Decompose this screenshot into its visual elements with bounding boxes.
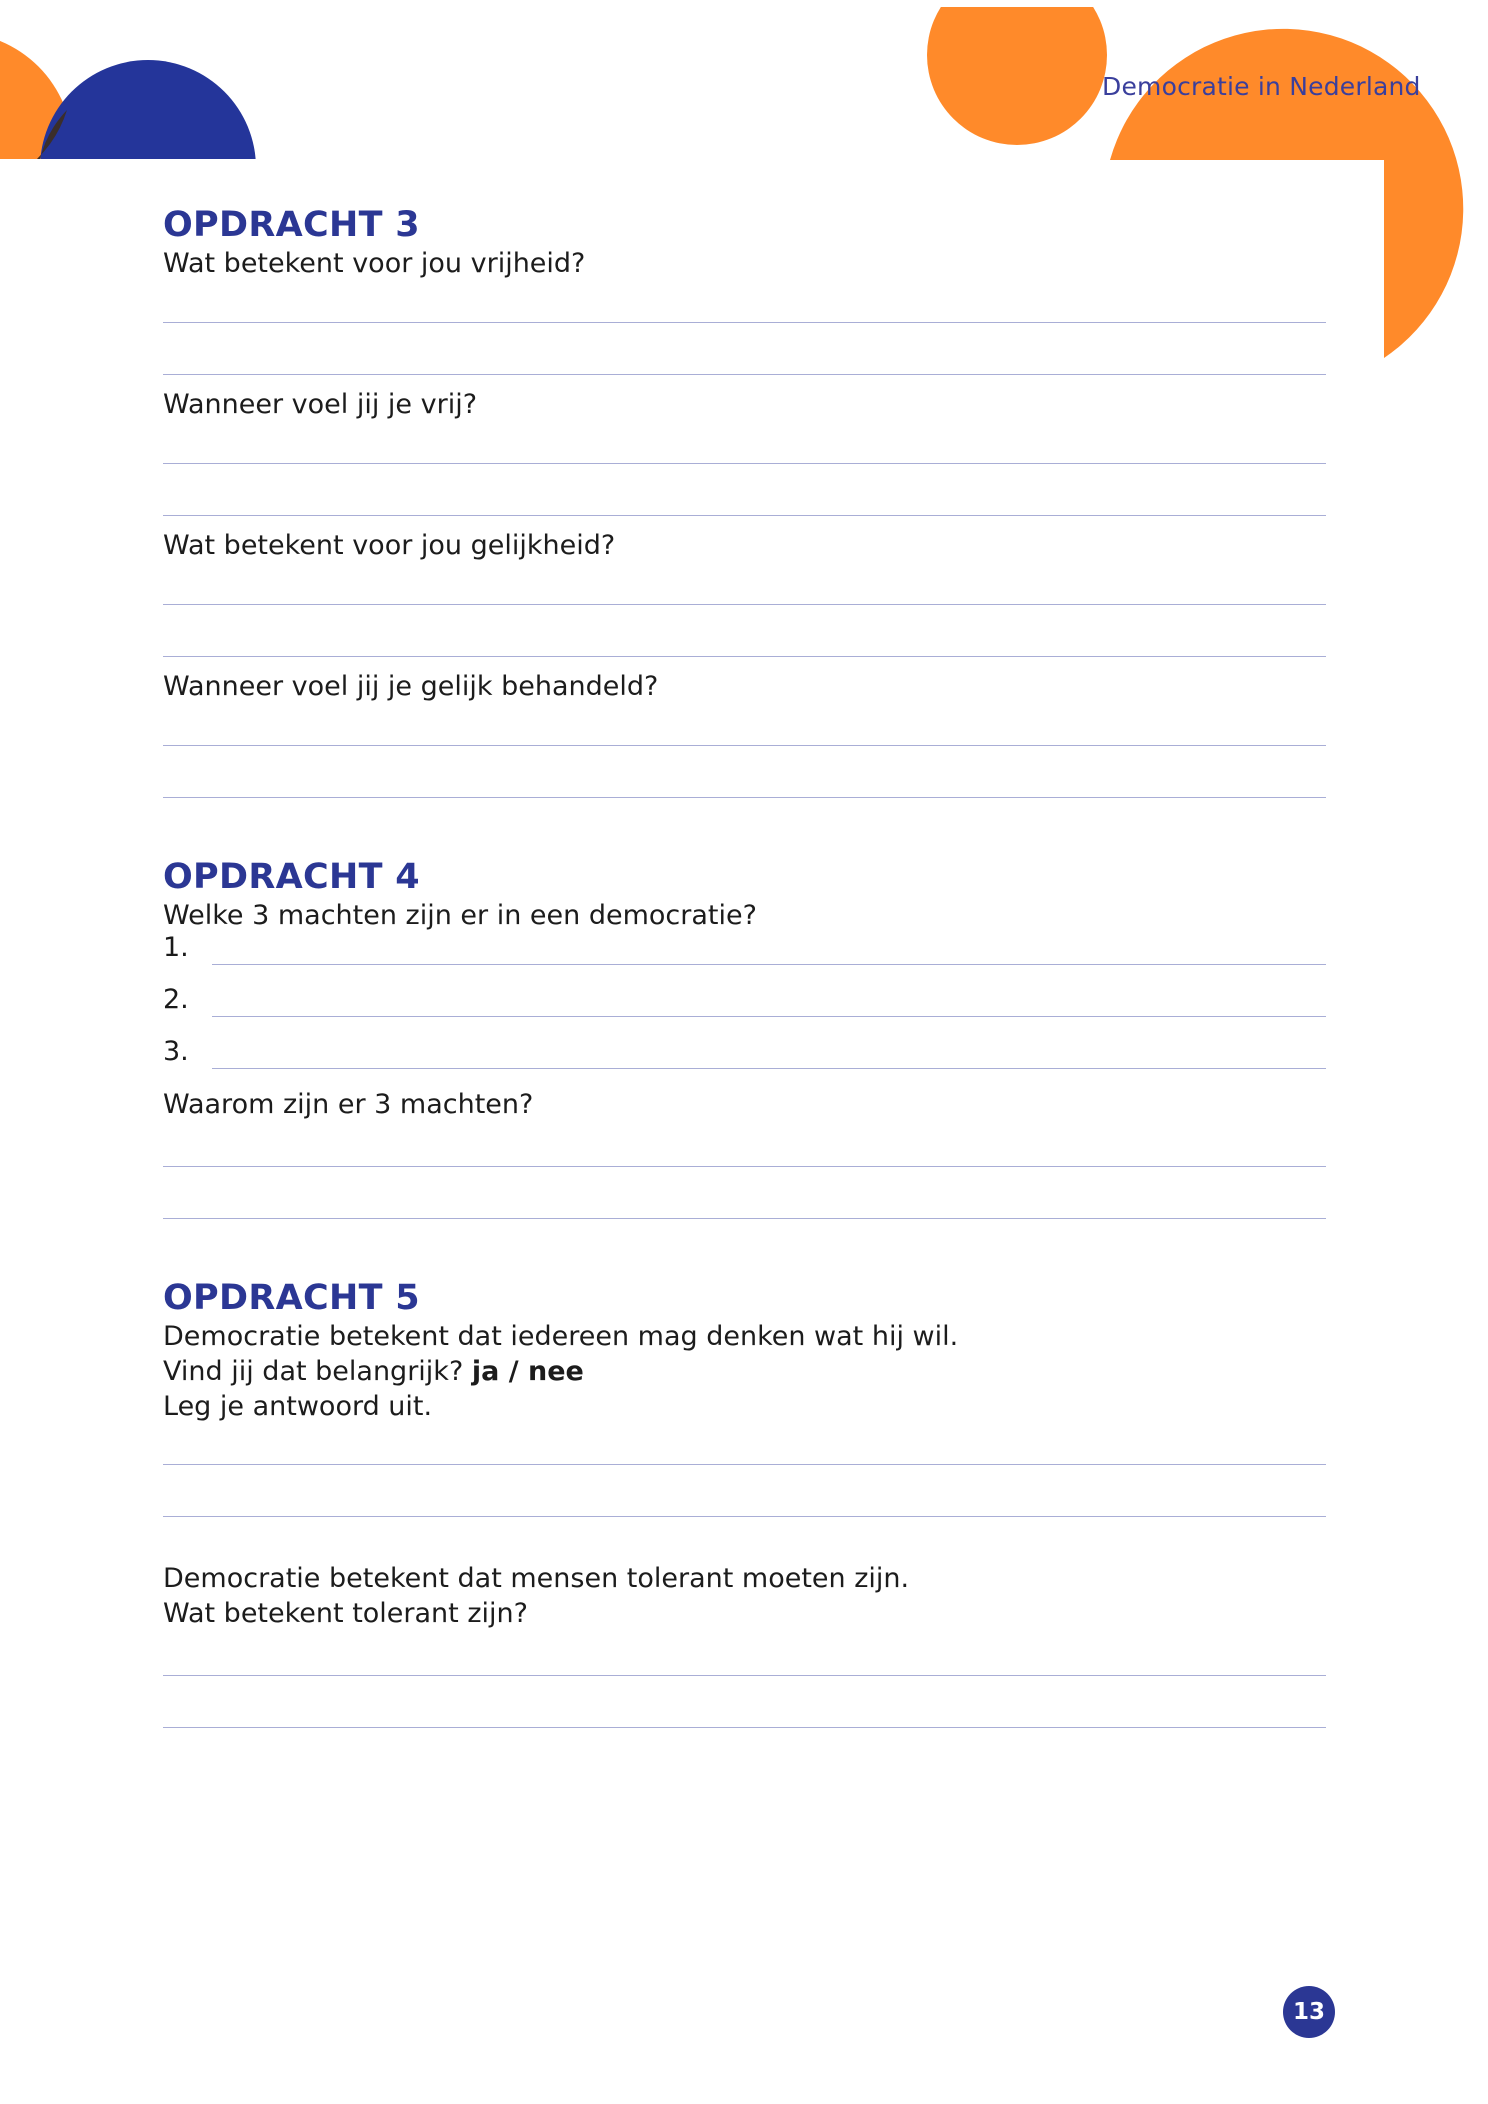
numbered-answer-3[interactable] <box>163 1023 1326 1075</box>
question-gelijkheid: Wat betekent voor jou gelijkheid? <box>163 530 616 561</box>
instruction-uitleg: Leg je antwoord uit. <box>163 1391 433 1422</box>
numbered-answer-1[interactable] <box>163 933 1326 971</box>
statement-tolerant: Democratie betekent dat mensen tolerant moeten zijn. <box>163 1563 910 1594</box>
answer-number: 3. <box>163 1036 189 1067</box>
question-waarom-machten: Waarom zijn er 3 machten? <box>163 1089 534 1120</box>
question-tolerant: Wat betekent tolerant zijn? <box>163 1598 528 1629</box>
page-number-badge: 13 <box>1283 1986 1335 2038</box>
decor-top-left <box>0 0 270 160</box>
option-ja[interactable]: ja <box>471 1356 500 1387</box>
answer-number: 2. <box>163 984 189 1015</box>
worksheet-content <box>163 204 1326 1728</box>
question-vrijheid: Wat betekent voor jou vrijheid? <box>163 248 586 279</box>
option-separator: / <box>499 1356 529 1387</box>
opdracht-4-heading: OPDRACHT 4 <box>163 857 420 897</box>
answer-number: 1. <box>163 932 189 963</box>
question-gelijk-behandeld: Wanneer voel jij je gelijk behandeld? <box>163 671 659 702</box>
running-title: Democratie in Nederland <box>1102 72 1421 101</box>
answer-line[interactable] <box>212 1068 1326 1069</box>
answer-line[interactable] <box>212 964 1326 965</box>
answer-line[interactable] <box>163 1727 1326 1728</box>
option-nee[interactable]: nee <box>528 1356 584 1387</box>
statement-denken: Democratie betekent dat iedereen mag denken wat hij wil. <box>163 1321 959 1352</box>
question-belangrijk-text: Vind jij dat belangrijk? <box>163 1356 472 1387</box>
opdracht-3-heading: OPDRACHT 3 <box>163 205 420 245</box>
question-belangrijk <box>163 1354 1326 1389</box>
opdracht-5-heading: OPDRACHT 5 <box>163 1278 420 1318</box>
question-machten: Welke 3 machten zijn er in een democratie? <box>163 900 757 931</box>
answer-line[interactable] <box>212 1016 1326 1017</box>
numbered-answer-2[interactable] <box>163 971 1326 1023</box>
question-vrij: Wanneer voel jij je vrij? <box>163 389 478 420</box>
